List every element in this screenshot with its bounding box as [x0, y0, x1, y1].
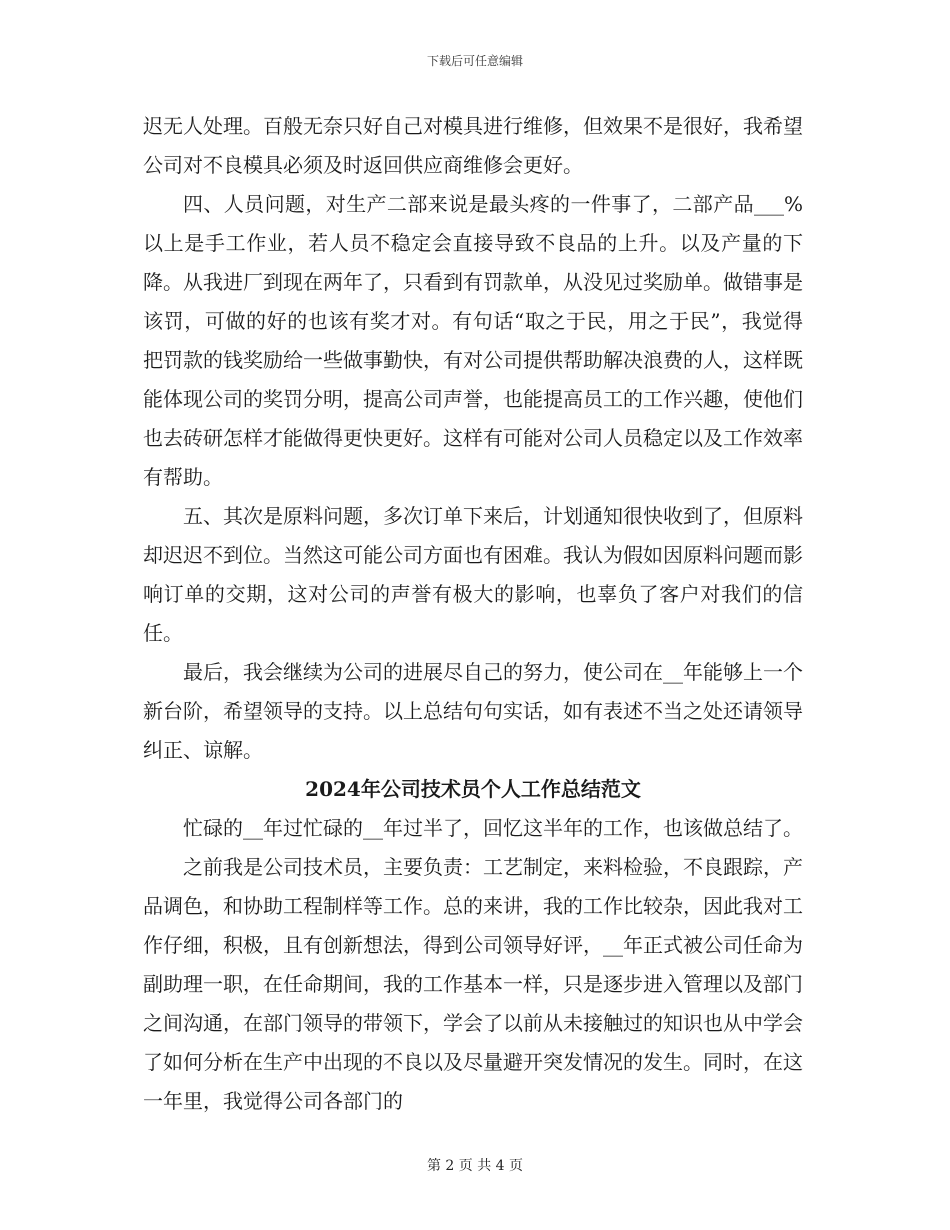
- section-title: 2024年公司技术员个人工作总结范文: [305, 777, 641, 801]
- paragraph-6: 之前我是公司技术员，主要负责：工艺制定，来料检验，不良跟踪，产品调色，和协助工程制样等工作。总的来讲，我的工作比较杂，因此我对工作仔细，积极，且有创新想法，得到公司领导好评，__年正式被公司任命为副助理一职，在任命期间，我的工作基本一样，只是逐步进入管理以及部门之间沟通，在部门领导的带领下，学会了以前从未接触过的知识也从中学会了如何分析在生产中出现的不良以及尽量避开突发情况的发生。同时，在这一年里，我觉得公司各部门的: [143, 855, 803, 1113]
- page-number: 第 2 页 共 4 页: [426, 1158, 524, 1174]
- paragraph-2: 四、人员问题，对生产二部来说是最头疼的一件事了，二部产品___%以上是手工作业，若人员不稳定会直接导致不良品的上升。以及产量的下降。从我进厂到现在两年了，只看到有罚款单，从没见过奖励单。做错事是该罚，可做的好的也该有奖才对。有句话“取之于民，用之于民”，我觉得把罚款的钱奖励给一些做事勤快，有对公司提供帮助解决浪费的人，这样既能体现公司的奖罚分明，提高公司声誉，也能提高员工的工作兴趣，使他们也去砖研怎样才能做得更快更好。这样有可能对公司人员稳定以及工作效率有帮助。: [143, 192, 803, 489]
- paragraph-1: 迟无人处理。百般无奈只好自己对模具进行维修，但效果不是很好，我希望公司对不良模具必须及时返回供应商维修会更好。: [143, 114, 803, 177]
- paragraph-4: 最后，我会继续为公司的进展尽自己的努力，使公司在__年能够上一个新台阶，希望领导的支持。以上总结句句实话，如有表述不当之处还请领导纠正、谅解。: [143, 660, 803, 762]
- page-header-note: 下载后可任意编辑: [426, 54, 523, 68]
- paragraph-3: 五、其次是原料问题，多次订单下来后，计划通知很快收到了，但原料却迟迟不到位。当然这可能公司方面也有困难。我认为假如因原料问题而影响订单的交期，这对公司的声誉有极大的影响，也辜负了客户对我们的信任。: [143, 504, 803, 645]
- document-body: [143, 107, 803, 1121]
- paragraph-5: 忙碌的__年过忙碌的__年过半了，回忆这半年的工作，也该做总结了。: [183, 816, 803, 840]
